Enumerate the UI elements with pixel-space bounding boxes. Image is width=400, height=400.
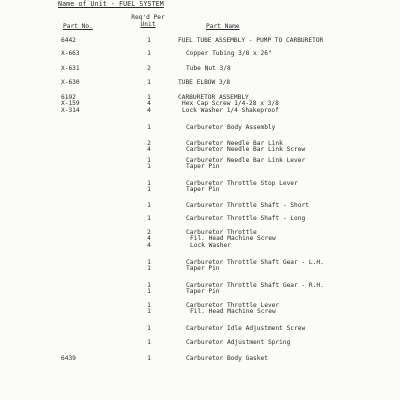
quantity-cell <box>144 283 154 296</box>
quantity-cell-line: 1 <box>147 124 151 131</box>
part-name-cell <box>178 216 305 222</box>
part-number-cell-line: X-663 <box>61 50 80 57</box>
quantity-cell <box>144 230 154 249</box>
part-name-cell <box>178 203 309 209</box>
quantity-cell-line: 1 <box>147 202 151 209</box>
quantity-cell <box>144 158 154 171</box>
quantity-cell-line: 1 <box>147 339 151 346</box>
part-number-cell-line: 6442 <box>61 37 76 44</box>
part-number-cell <box>61 80 80 86</box>
part-name-cell-line: Carburetor Throttle <box>186 229 257 236</box>
quantity-cell <box>144 95 154 114</box>
part-name-cell-line: Carburetor Idle Adjustment Screw <box>186 325 306 332</box>
part-name-cell-line: Copper Tubing 3/8 x 26" <box>186 50 272 57</box>
quantity-cell-line: 1 <box>147 50 151 57</box>
part-name-cell-line: Tube Nut 3/8 <box>186 65 231 72</box>
quantity-cell <box>144 303 154 316</box>
quantity-cell <box>144 181 154 194</box>
quantity-cell <box>144 66 154 72</box>
part-name-cell <box>178 80 230 86</box>
part-name-cell-line: Taper Pin <box>186 288 220 296</box>
quantity-cell <box>144 141 154 154</box>
part-name-cell-line: Taper Pin <box>186 163 220 171</box>
part-name-cell <box>178 283 324 296</box>
part-name-cell-line: Carburetor Adjustment Spring <box>186 339 291 346</box>
quantity-cell-line: 1 <box>147 282 151 289</box>
part-name-cell-line: Fil. Head Machine Screw <box>190 308 276 316</box>
quantity-cell-line: 1 <box>147 259 151 266</box>
column-header-required-line2: Unit <box>140 21 156 28</box>
quantity-cell <box>144 260 154 273</box>
quantity-cell-line: 1 <box>147 288 151 296</box>
part-number-cell <box>61 356 76 362</box>
quantity-cell-line: 4 <box>147 241 151 249</box>
quantity-cell-line: 1 <box>147 186 151 194</box>
unit-title: Name of Unit - FUEL SYSTEM <box>58 0 164 8</box>
quantity-cell-line: 1 <box>147 308 151 316</box>
quantity-cell <box>144 38 154 44</box>
column-header-part-no: Part No. <box>63 23 93 30</box>
quantity-cell <box>144 216 154 222</box>
part-number-cell <box>61 66 80 72</box>
part-name-cell-line: Fil. Head Machine Screw <box>190 235 276 243</box>
part-number-cell <box>61 38 76 44</box>
part-number-cell-line: X-631 <box>61 65 80 72</box>
quantity-cell-line: 1 <box>147 94 151 101</box>
part-name-cell <box>178 356 268 362</box>
part-name-cell-line: Carburetor Throttle Shaft Gear - L.H. <box>186 259 324 266</box>
quantity-cell-line: 4 <box>147 146 151 154</box>
part-name-cell-line: Carburetor Throttle Shaft Gear - R.H. <box>186 282 324 289</box>
part-name-cell-line: Carburetor Needle Bar Link <box>186 140 283 147</box>
quantity-cell-line: 2 <box>147 65 151 72</box>
part-number-cell <box>61 95 80 114</box>
part-name-cell <box>178 340 290 346</box>
quantity-cell <box>144 356 154 362</box>
part-name-cell-line: Lock Washer <box>190 241 231 249</box>
part-name-cell-line: TUBE ELBOW 3/8 <box>178 79 231 86</box>
part-name-cell-line: Carburetor Needle Bar Link Lever <box>186 157 306 164</box>
part-name-cell <box>178 158 305 171</box>
quantity-cell-line: 1 <box>147 163 151 171</box>
part-name-cell <box>178 181 298 194</box>
quantity-cell-line: 2 <box>147 229 151 236</box>
part-number-cell-line: X-314 <box>61 106 80 114</box>
quantity-cell-line: 4 <box>147 106 151 114</box>
part-name-cell-line: Taper Pin <box>186 186 220 194</box>
quantity-cell-line: 4 <box>147 100 151 108</box>
part-name-cell <box>178 303 279 316</box>
part-name-cell <box>178 51 272 57</box>
quantity-cell <box>144 80 154 86</box>
part-name-cell-line: Carburetor Needle Bar Link Screw <box>186 146 306 154</box>
part-name-cell <box>178 66 231 72</box>
part-name-cell-line: Carburetor Throttle Shaft - Long <box>186 215 306 222</box>
part-name-cell-line: Carburetor Throttle Shaft - Short <box>186 202 309 209</box>
part-number-cell-line: X-630 <box>61 79 80 86</box>
quantity-cell-line: 1 <box>147 37 151 44</box>
quantity-cell-line: 4 <box>147 235 151 243</box>
part-number-cell <box>61 51 80 57</box>
part-name-cell <box>178 326 305 332</box>
part-name-cell <box>178 125 275 131</box>
column-header-part-name: Part Name <box>206 23 240 30</box>
part-name-cell <box>178 38 323 44</box>
part-name-cell <box>178 95 279 114</box>
part-name-cell <box>178 141 305 154</box>
part-name-cell-line: CARBURETOR ASSEMBLY <box>178 94 249 101</box>
quantity-cell-line: 1 <box>147 355 151 362</box>
part-name-cell-line: Taper Pin <box>186 265 220 273</box>
part-name-cell-line: Carburetor Body Assembly <box>186 124 276 131</box>
part-number-cell-line: 6192 <box>61 94 76 101</box>
quantity-cell <box>144 340 154 346</box>
part-name-cell <box>178 260 324 273</box>
quantity-cell-line: 1 <box>147 302 151 309</box>
part-name-cell-line: Lock Washer 1/4 Shakeproof <box>182 106 279 114</box>
column-header-required-line1: Req'd Per <box>131 14 165 21</box>
quantity-cell <box>144 125 154 131</box>
part-name-cell-line: Carburetor Throttle Stop Lever <box>186 180 298 187</box>
quantity-cell-line: 1 <box>147 325 151 332</box>
part-name-cell <box>178 230 276 249</box>
part-name-cell-line: Carburetor Body Gasket <box>186 355 268 362</box>
quantity-cell <box>144 203 154 209</box>
part-name-cell-line: Carburetor Throttle Lever <box>186 302 280 309</box>
column-header-required <box>128 14 168 28</box>
quantity-cell-line: 1 <box>147 265 151 273</box>
quantity-cell-line: 2 <box>147 140 151 147</box>
quantity-cell-line: 1 <box>147 157 151 164</box>
part-number-cell-line: X-159 <box>61 100 80 108</box>
quantity-cell <box>144 326 154 332</box>
quantity-cell-line: 1 <box>147 215 151 222</box>
part-name-cell-line: Hex Cap Screw 1/4-28 x 3/8 <box>182 100 279 108</box>
part-number-cell-line: 6439 <box>61 355 76 362</box>
quantity-cell-line: 1 <box>147 79 151 86</box>
quantity-cell-line: 1 <box>147 180 151 187</box>
quantity-cell <box>144 51 154 57</box>
part-name-cell-line: FUEL TUBE ASSEMBLY - PUMP TO CARBURETOR <box>178 37 324 44</box>
